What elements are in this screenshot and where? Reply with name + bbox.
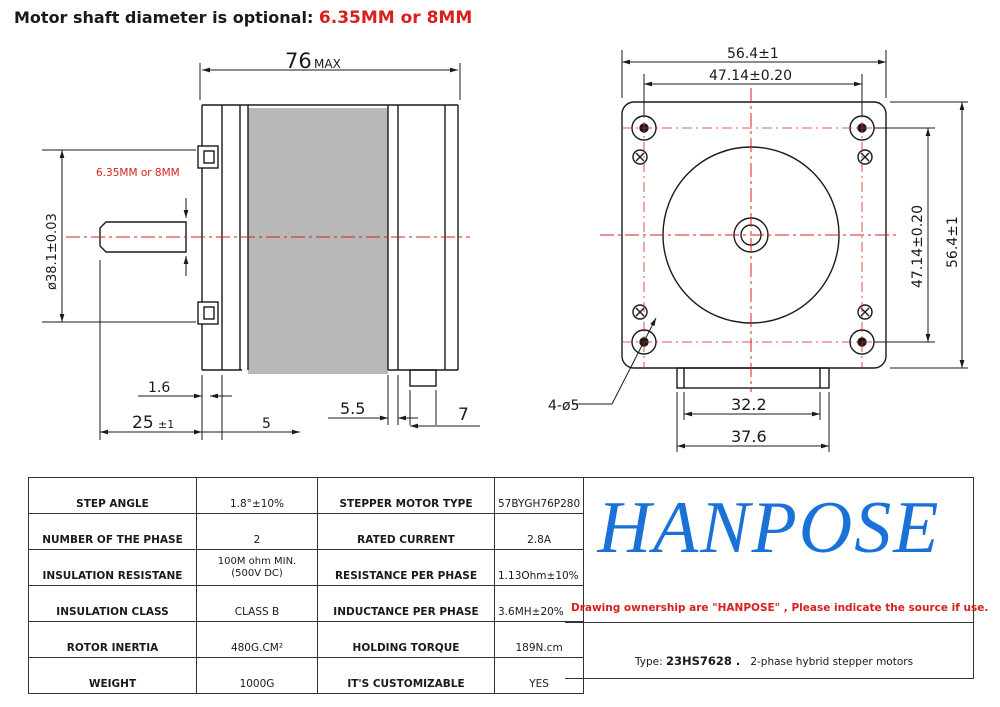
side-view — [42, 63, 480, 440]
spec-value: 189N.cm — [495, 622, 584, 658]
hole-pitch-label: 47.14±0.20 — [709, 68, 792, 84]
spec-label: WEIGHT — [29, 658, 197, 694]
spec-value-line: (500V DC) — [231, 567, 283, 579]
spec-value: 3.6MH±20% — [495, 586, 584, 622]
type-description: 2-phase hybrid stepper motors — [750, 656, 914, 668]
type-line — [635, 654, 913, 668]
table-row — [29, 586, 584, 622]
spec-label: RATED CURRENT — [318, 514, 495, 550]
shaft-dim-label: 25 — [132, 413, 154, 433]
spec-label: INSULATION CLASS — [29, 586, 197, 622]
spec-label: STEPPER MOTOR TYPE — [318, 478, 495, 514]
header-text: Motor shaft diameter is optional — [14, 8, 307, 27]
table-row — [29, 514, 584, 550]
spec-value — [197, 550, 318, 586]
spec-table — [28, 477, 584, 694]
spec-value: 1000G — [197, 658, 318, 694]
spec-value: 1.8°±10% — [197, 478, 318, 514]
spec-value: 1.13Ohm±10% — [495, 550, 584, 586]
outer-width-label: 56.4±1 — [727, 46, 779, 62]
connector-outer-label: 37.6 — [731, 427, 767, 446]
type-value: 23HS7628 . — [666, 654, 741, 668]
table-row — [29, 550, 584, 586]
divider — [565, 622, 973, 623]
table-row — [29, 622, 584, 658]
pilot-diameter-label: ø38.1±0.03 — [45, 213, 60, 290]
ownership-notice: Drawing ownership are "HANPOSE" , Please indicate the source if use. — [571, 602, 989, 614]
spec-value-line: 100M ohm MIN. — [217, 555, 297, 567]
brand-panel — [565, 477, 989, 679]
spec-label: RESISTANCE PER PHASE — [318, 550, 495, 586]
outer-height-label: 56.4±1 — [945, 216, 961, 268]
mounting-holes-label: 4-ø5 — [548, 398, 580, 414]
spec-value: 2.8A — [495, 514, 584, 550]
connector-dim-label: 7 — [458, 405, 469, 425]
spec-value: 2 — [197, 514, 318, 550]
length-suffix: MAX — [314, 57, 341, 71]
spec-value: 480G.CM² — [197, 622, 318, 658]
spec-label: ROTOR INERTIA — [29, 622, 197, 658]
spec-value: 57BYGH76P280 — [495, 478, 584, 514]
flange-dim-label: 1.6 — [148, 380, 171, 396]
motor-body-shade — [248, 108, 388, 374]
boss-dim-label: 5 — [262, 416, 271, 432]
brand-logo: HANPOSE — [597, 487, 941, 569]
type-prefix: Type: — [635, 656, 666, 668]
header-colon: : — [306, 8, 319, 27]
spec-label: IT'S CUSTOMIZABLE — [318, 658, 495, 694]
table-row — [29, 658, 584, 694]
shaft-options: 6.35MM or 8MM — [318, 8, 473, 28]
spec-value: CLASS B — [197, 586, 318, 622]
spec-label: HOLDING TORQUE — [318, 622, 495, 658]
spec-label: NUMBER OF THE PHASE — [29, 514, 197, 550]
spec-value: YES — [495, 658, 584, 694]
spec-label: INSULATION RESISTANE — [29, 550, 197, 586]
shaft-dim-tolerance: ±1 — [158, 418, 175, 431]
spec-label: INDUCTANCE PER PHASE — [318, 586, 495, 622]
connector-inner-label: 32.2 — [731, 395, 767, 414]
shaft-option-label: 6.35MM or 8MM — [96, 167, 180, 179]
rear-dim-label: 5.5 — [340, 399, 366, 418]
length-label: 76 — [285, 49, 312, 73]
front-view — [572, 50, 968, 452]
table-row — [29, 478, 584, 514]
spec-label: STEP ANGLE — [29, 478, 197, 514]
hole-pitch-vertical-label: 47.14±0.20 — [910, 205, 926, 288]
